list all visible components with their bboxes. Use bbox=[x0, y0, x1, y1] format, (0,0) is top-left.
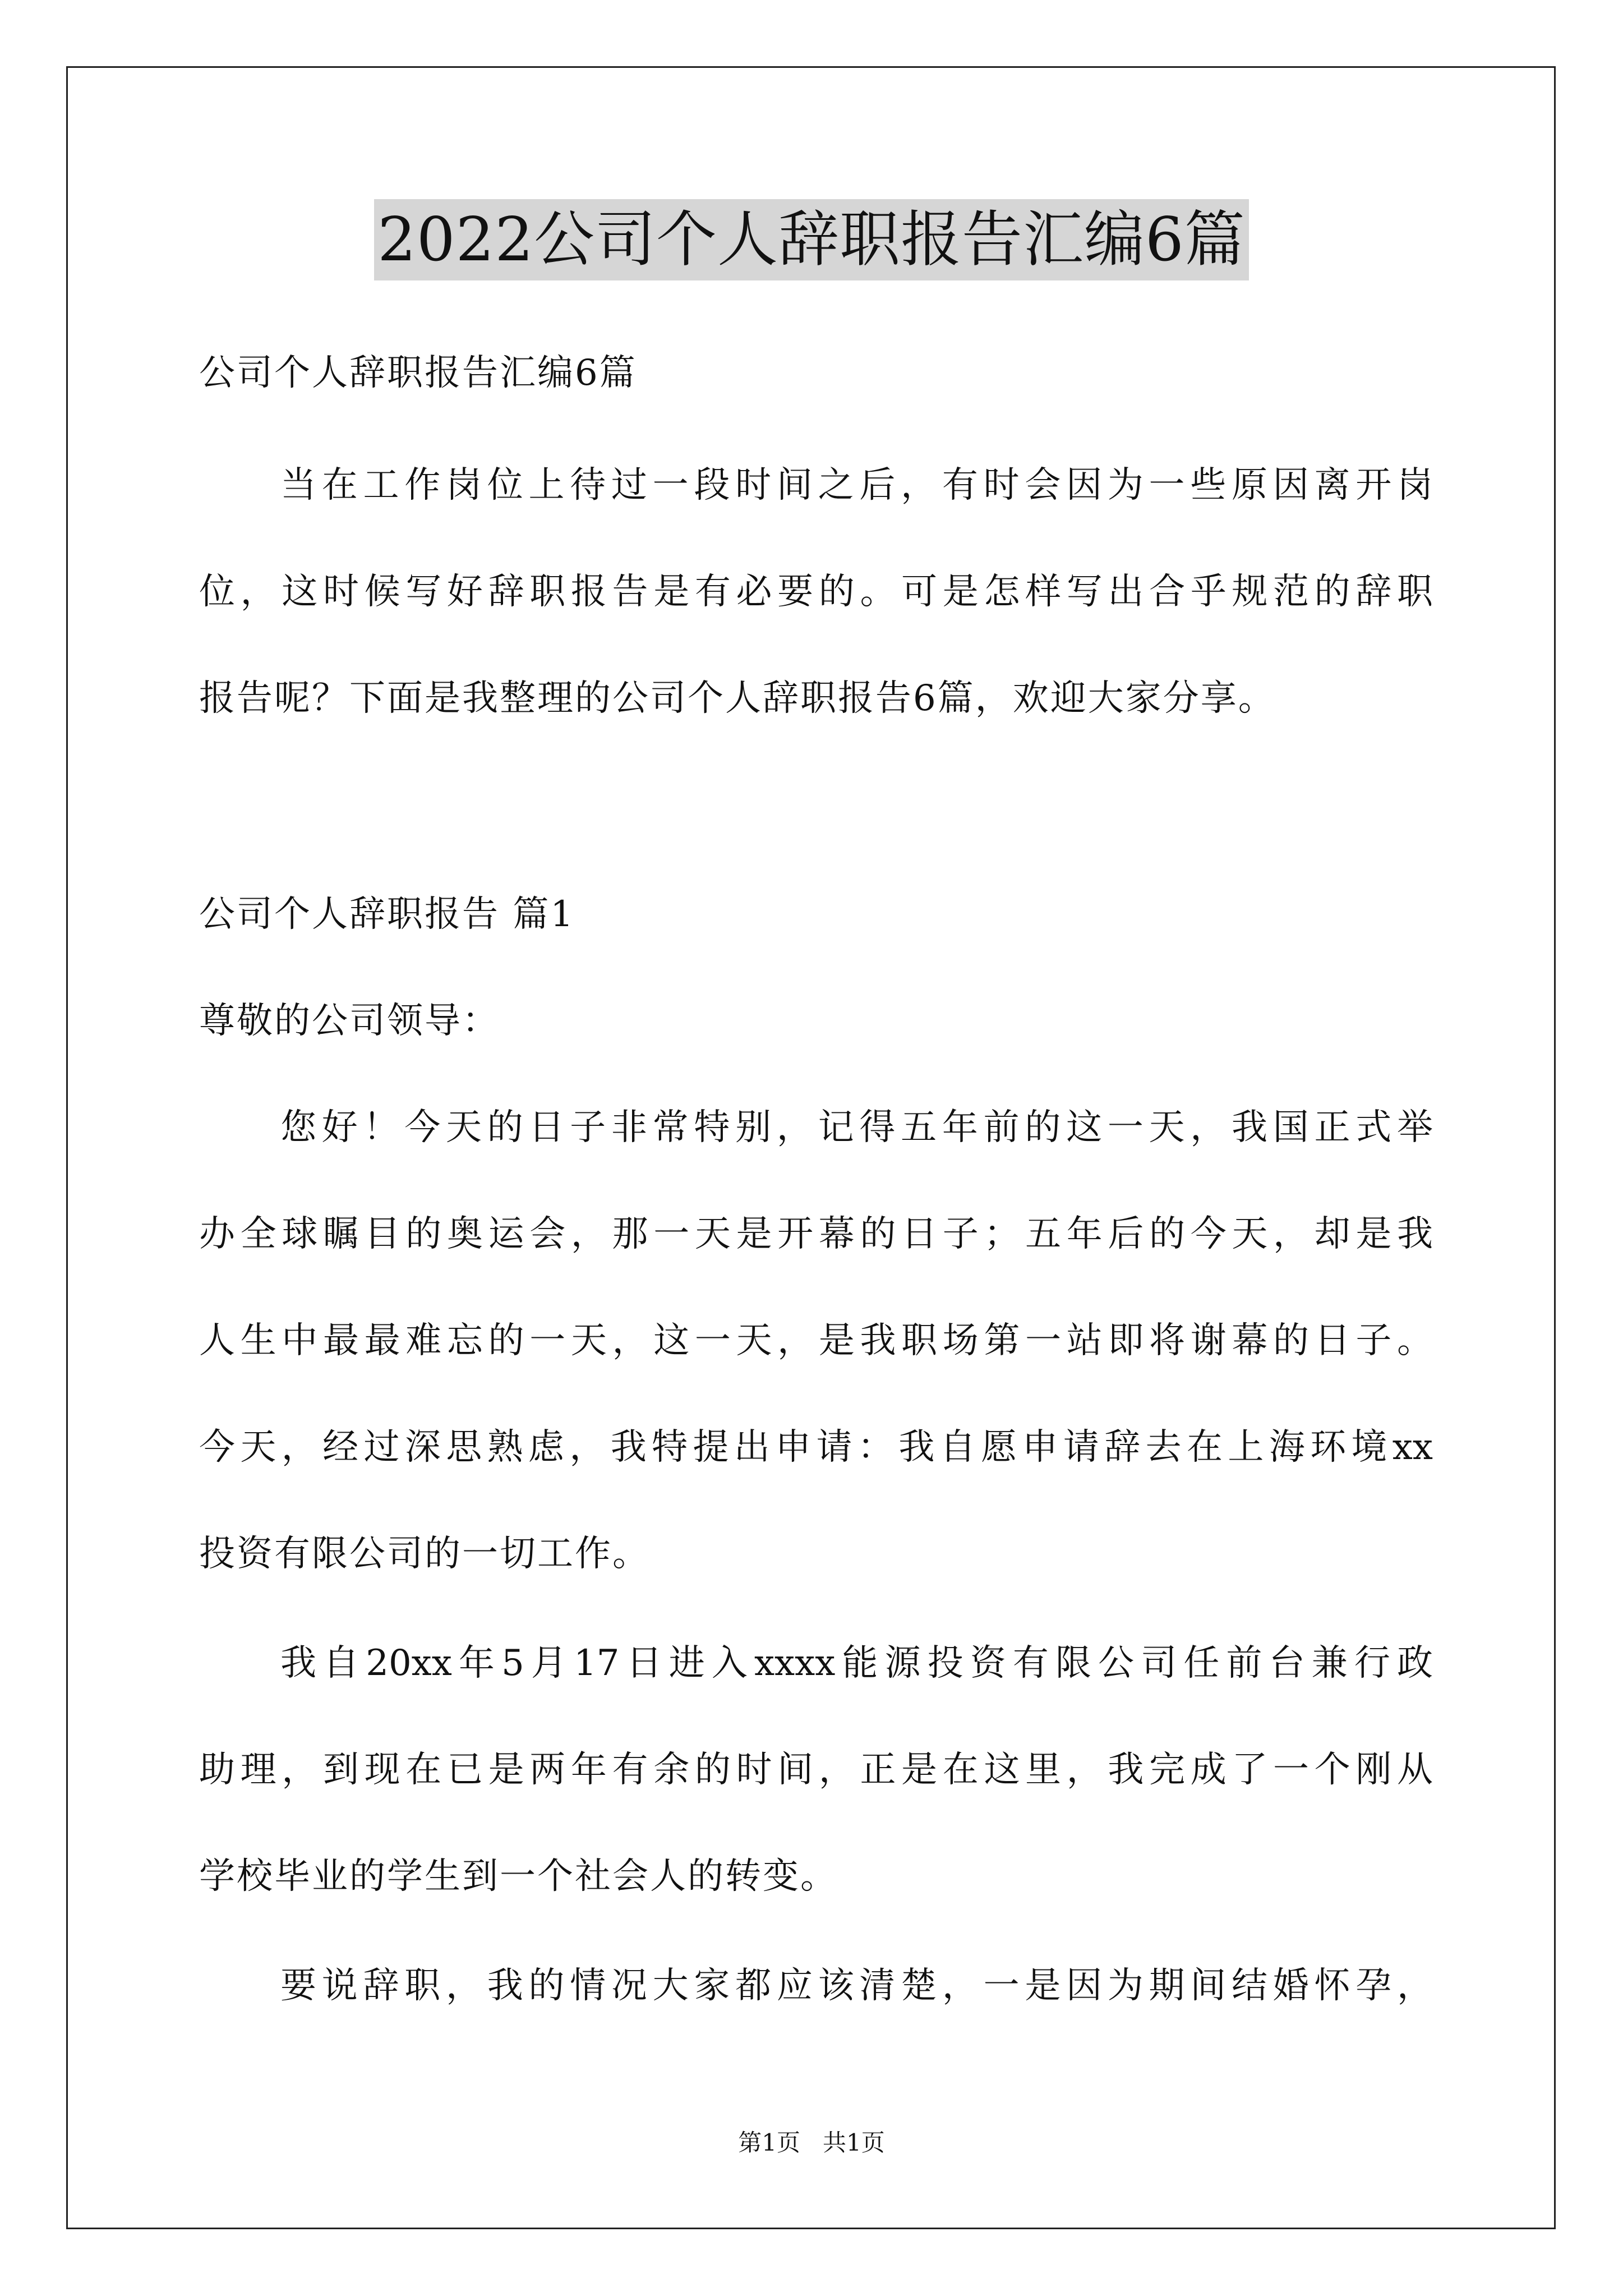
paragraph-line: 助理，到现在已是两年有余的时间，正是在这里，我完成了一个刚从 bbox=[199, 1749, 1433, 1791]
section-heading: 公司个人辞职报告 篇1 bbox=[199, 894, 575, 935]
intro-line: 报告呢？下面是我整理的公司个人辞职报告6篇，欢迎大家分享。 bbox=[199, 678, 1276, 719]
title-container bbox=[0, 199, 1623, 280]
salutation: 尊敬的公司领导： bbox=[199, 1000, 500, 1042]
paragraph-line: 学校毕业的学生到一个社会人的转变。 bbox=[199, 1856, 838, 1897]
page-footer: 第1页 共1页 bbox=[738, 2129, 885, 2156]
paragraph-line: 您好！今天的日子非常特别，记得五年前的这一天，我国正式举 bbox=[280, 1107, 1433, 1148]
paragraph-line: 办全球瞩目的奥运会，那一天是开幕的日子；五年后的今天，却是我 bbox=[199, 1213, 1433, 1255]
intro-line: 位，这时候写好辞职报告是有必要的。可是怎样写出合乎规范的辞职 bbox=[199, 571, 1433, 613]
paragraph-line: 投资有限公司的一切工作。 bbox=[199, 1533, 650, 1575]
paragraph-line: 人生中最最难忘的一天，这一天，是我职场第一站即将谢幕的日子。 bbox=[199, 1320, 1433, 1361]
document-title: 2022公司个人辞职报告汇编6篇 bbox=[374, 199, 1249, 280]
paragraph-line: 今天，经过深思熟虑，我特提出申请：我自愿申请辞去在上海环境xx bbox=[199, 1427, 1433, 1468]
paragraph-line: 要说辞职，我的情况大家都应该清楚，一是因为期间结婚怀孕， bbox=[280, 1965, 1433, 2007]
intro-line: 当在工作岗位上待过一段时间之后，有时会因为一些原因离开岗 bbox=[280, 464, 1433, 506]
paragraph-line: 我自20xx年5月17日进入xxxx能源投资有限公司任前台兼行政 bbox=[280, 1642, 1433, 1684]
document-subtitle: 公司个人辞职报告汇编6篇 bbox=[199, 352, 637, 394]
